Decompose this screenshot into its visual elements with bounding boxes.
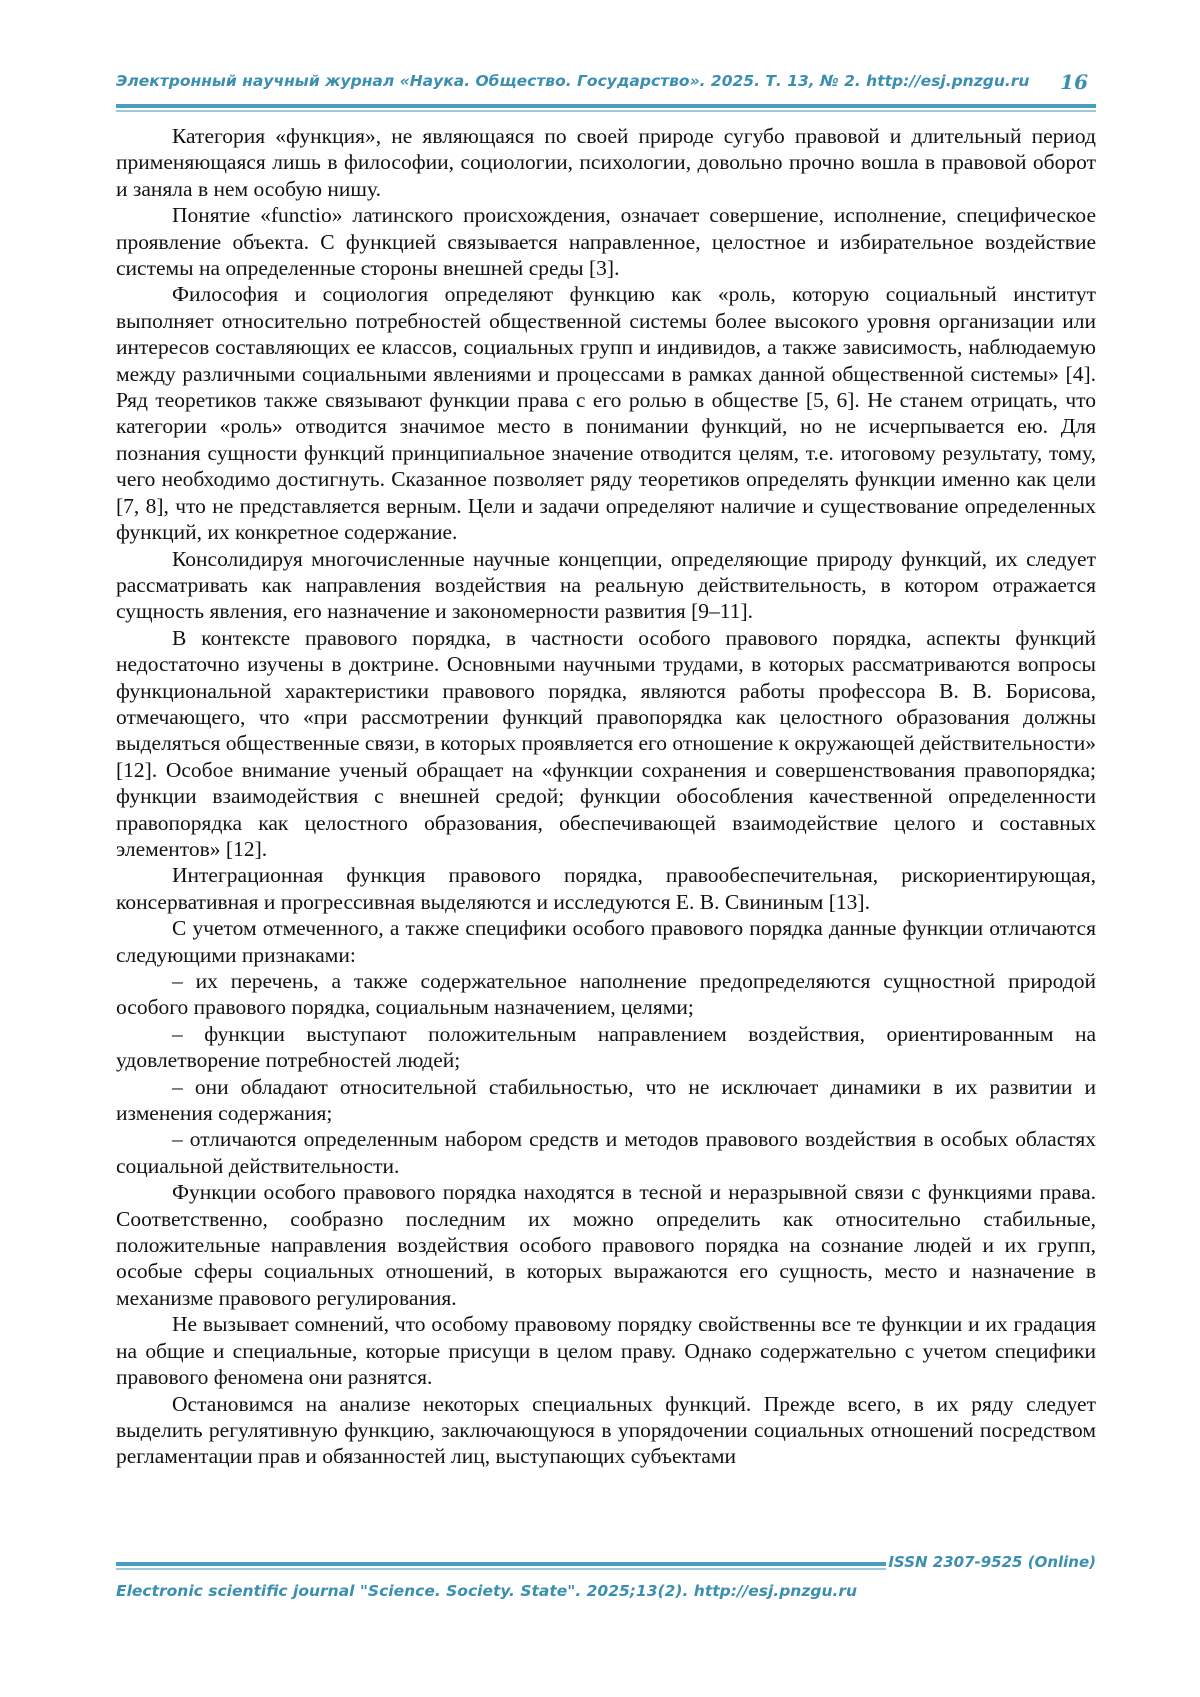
paragraph: Функции особого правового порядка находятся в тесной и неразрывной связи с функциями права. Соответственно, сообразно последним их можно определить как относительно стабильные, положительные направления воздействия особого правового порядка на сознание людей и их групп, особые сферы социальных отношений, в которых выражаются его сущность, место и назначение в механизме правового регулирования. (116, 1180, 1096, 1310)
paragraph: В контексте правового порядка, в частности особого правового порядка, аспекты функций недостаточно изучены в доктрине. Основными научными трудами, в которых рассматриваются вопросы функциональной характеристики правового порядка, являются работы профессора В. В. Борисова, отмечающего, что «при рассмотрении функций правопорядка как целостного образования должны выделяться общественные связи, в которых проявляется его отношение к окружающей действительности» [12]. Особое внимание ученый обращает на «функции сохранения и совершенствования правопорядка; функции взаимодействия с внешней средой; функции обособления качественной определенности правопорядка как целостного образования, обеспечивающей взаимодействие целого и составных элементов» [12]. (116, 625, 1096, 861)
journal-header-title: Электронный научный журнал «Наука. Общество. Государство». 2025. Т. 13, № 2. http://esj.pnzgu.ru (116, 72, 1030, 90)
paragraph: Консолидируя многочисленные научные концепции, определяющие природу функций, их следует рассматривать как направления воздействия на реальную действительность, в котором отражается сущность явления, его назначение и закономерности развития [9–11]. (116, 546, 1096, 624)
paragraph: Понятие «functio» латинского происхождения, означает совершение, исполнение, специфическое проявление объекта. С функцией связывается направленное, целостное и избирательное воздействие системы на определенные стороны внешней среды [3]. (116, 203, 1096, 281)
list-item: – они обладают относительной стабильностью, что не исключает динамики в их развитии и изменения содержания; (116, 1074, 1096, 1126)
footer-journal-title: Electronic scientific journal "Science. Society. State". 2025;13(2). http://esj.pnzgu.ru (116, 1582, 858, 1600)
paragraph: Категория «функция», не являющаяся по своей природе сугубо правовой и длительный период применяющаяся лишь в философии, социологии, психологии, довольно прочно вошла в правовой оборот и заняла в нем особую нишу. (116, 124, 1096, 201)
list-item: – их перечень, а также содержательное наполнение предопределяются сущностной природой особого правового порядка, социальным назначением, целями; (116, 969, 1096, 1020)
header-rule-thin (116, 110, 1096, 112)
footer-rule (116, 1562, 886, 1566)
paragraph: Философия и социология определяют функцию как «роль, которую социальный институт выполняет относительно потребностей общественной системы более высокого уровня организации или интересов составляющих ее классов, социальных групп и индивидов, а также зависимость, наблюдаемую между различными социальными явлениями и процессами в рамках данной общественной системы» [4]. Ряд теоретиков также связывают функции права с его ролью в обществе [5, 6]. Не станем отрицать, что категории «роль» отводится значимое место в понимании функций, но не исчерпывается ею. Для познания сущности функций принципиальное значение отводится целям, т.е. итоговому результату, тому, чего необходимо достигнуть. Сказанное позволяет ряду теоретиков определять функции именно как цели [7, 8], что не представляется верным. Цели и задачи определяют наличие и существование определенных функций, их конкретное содержание. (116, 282, 1096, 545)
paragraph: Остановимся на анализе некоторых специальных функций. Прежде всего, в их ряду следует выделить регулятивную функцию, заключающуюся в упорядочении социальных отношений посредством регламентации прав и обязанностей лиц, выступающих субъектами (116, 1391, 1096, 1469)
paragraph: Интеграционная функция правового порядка, правообеспечительная, рискориентирующая, консервативная и прогрессивная выделяются и исследуются Е. В. Свининым [13]. (116, 863, 1096, 914)
list-item: – функции выступают положительным направлением воздействия, ориентированным на удовлетворение потребностей людей; (116, 1021, 1096, 1073)
issn-label: ISSN 2307-9525 (Online) (888, 1553, 1096, 1571)
footer-rule-thin (116, 1568, 886, 1570)
paragraph: Не вызывает сомнений, что особому правовому порядку свойственны все те функции и их градация на общие и специальные, которые присущи в целом праву. Однако содержательно с учетом специфики правового феномена они разнятся. (116, 1312, 1096, 1390)
article-body (116, 123, 1096, 1470)
list-item: – отличаются определенным набором средств и методов правового воздействия в особых областях социальной действительности. (116, 1127, 1096, 1178)
header-rule (116, 104, 1096, 108)
running-header (116, 70, 1096, 96)
page-number: 16 (1060, 70, 1088, 94)
paragraph: С учетом отмеченного, а также специфики особого правового порядка данные функции отличаются следующими признаками: (116, 916, 1096, 967)
